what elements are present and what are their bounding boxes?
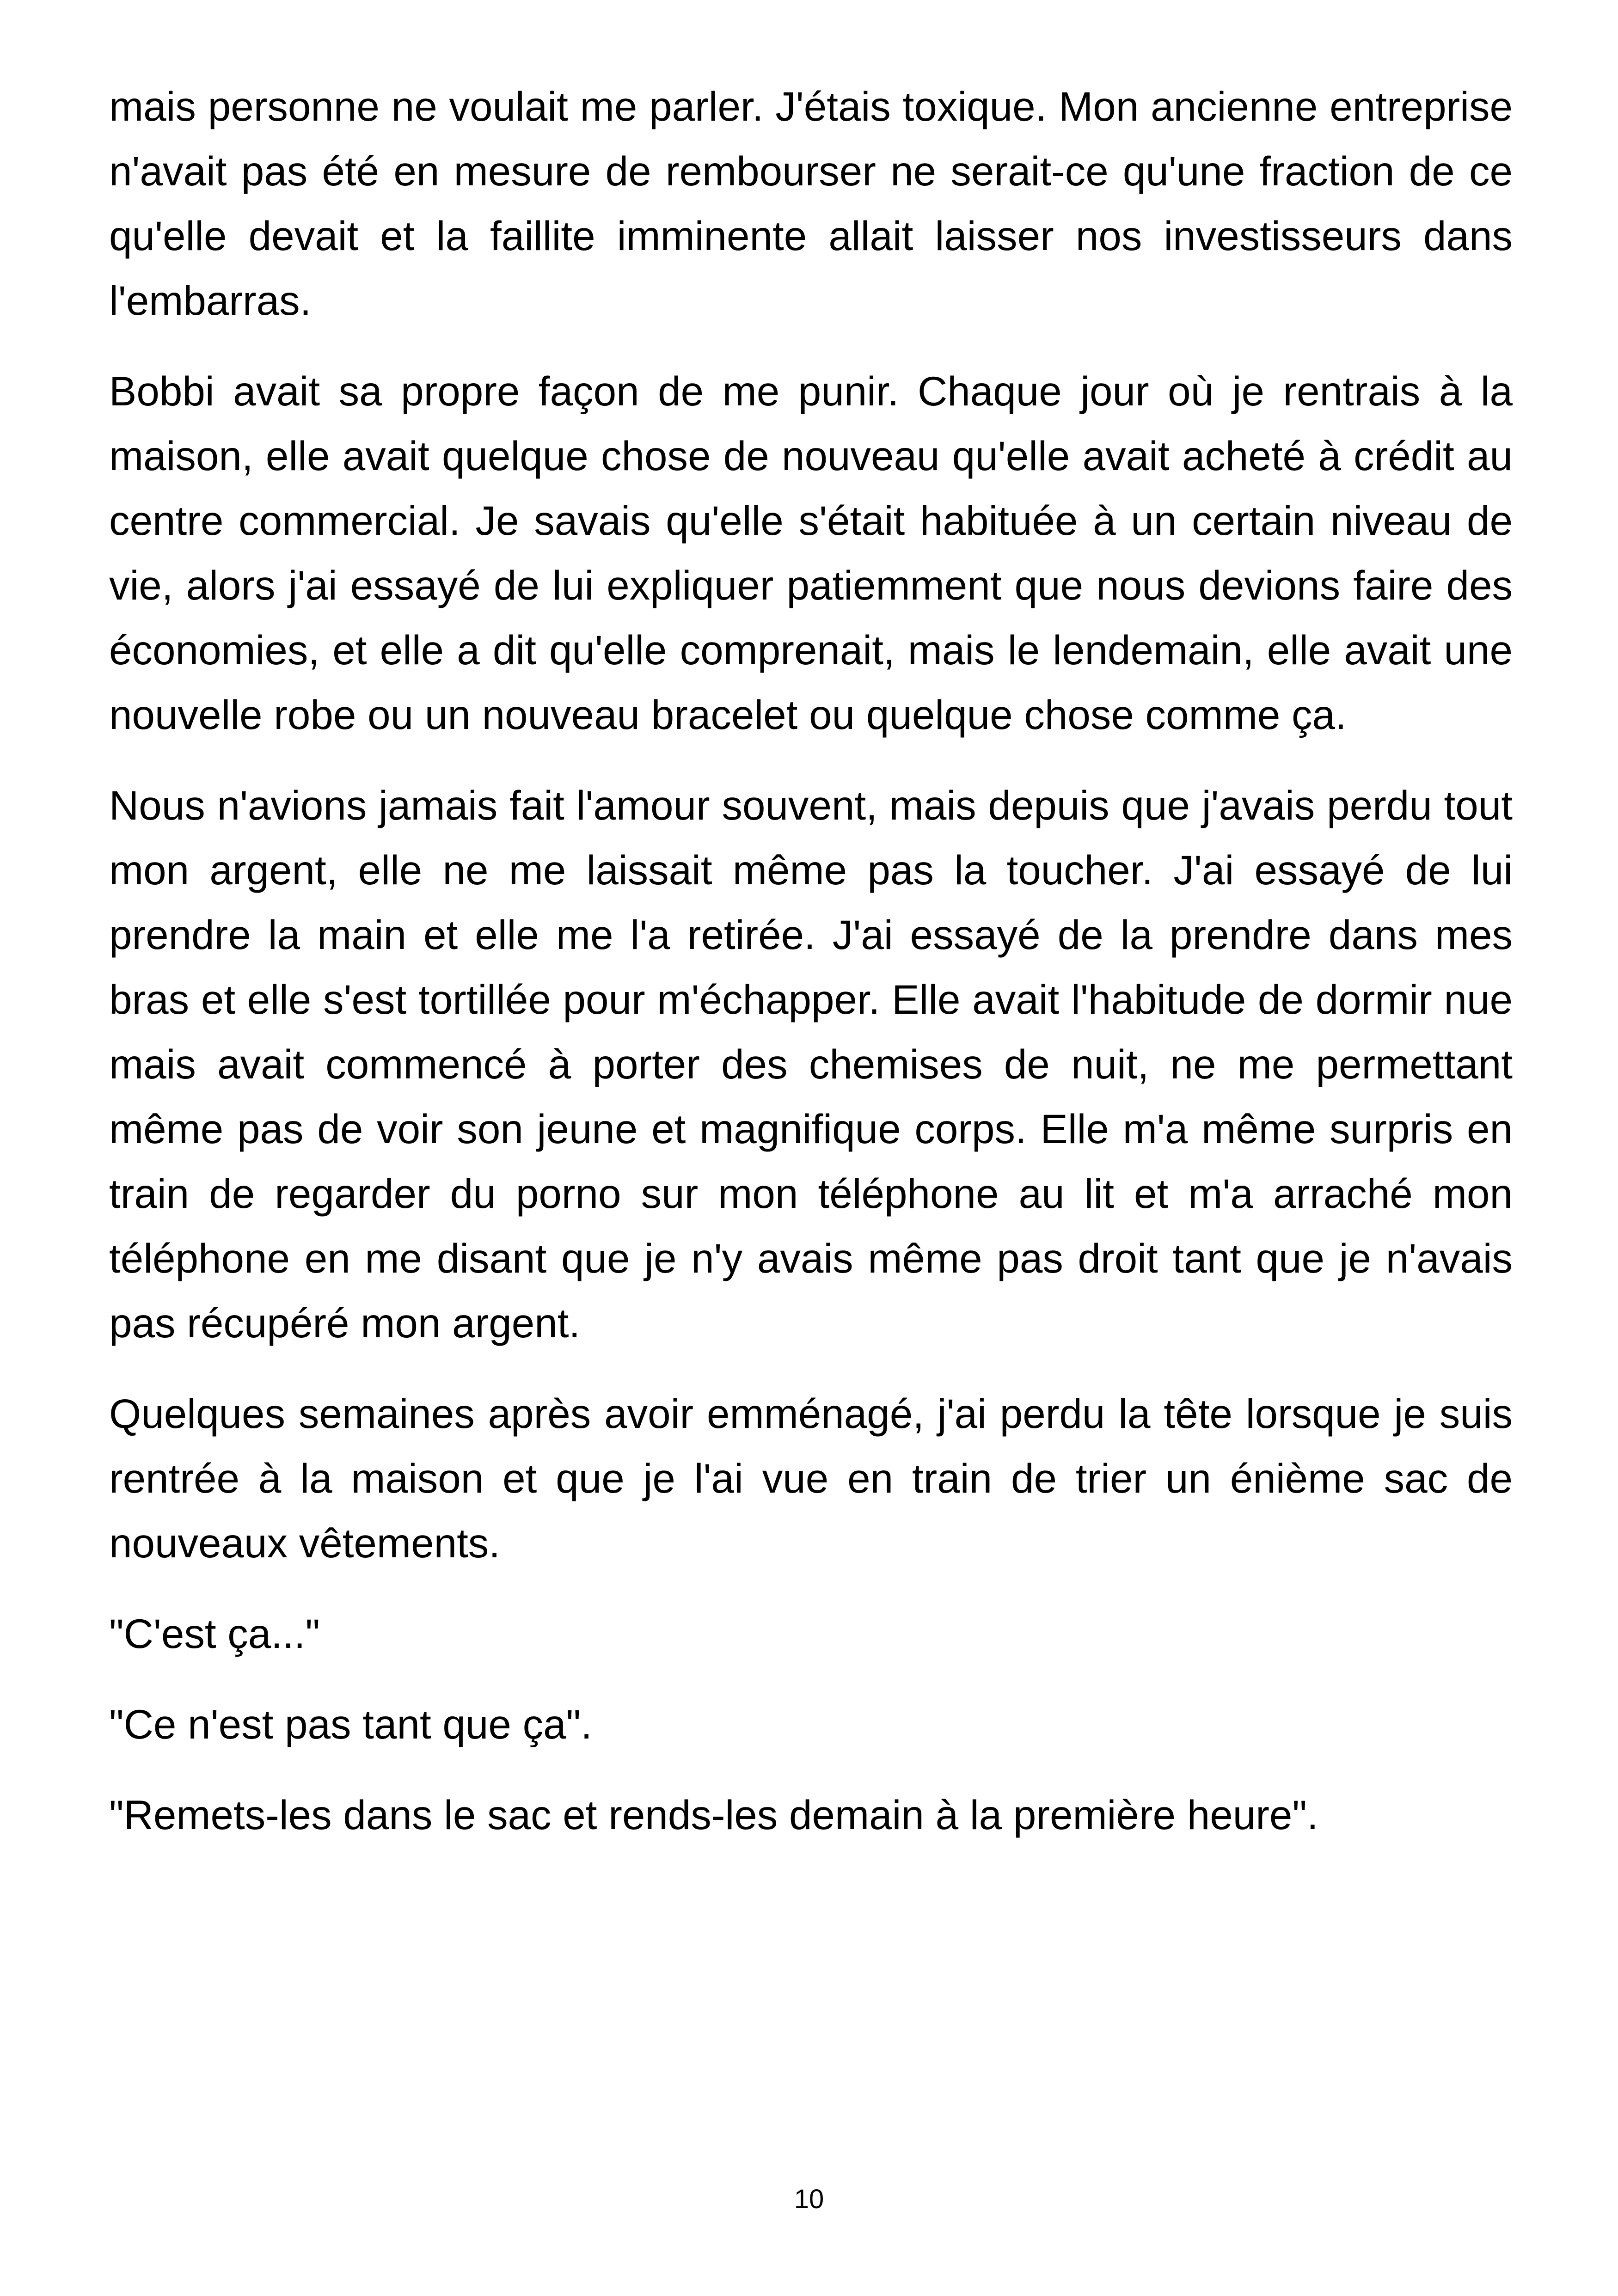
body-text (109, 74, 1513, 1873)
paragraph-4: Quelques semaines après avoir emménagé, j'ai perdu la tête lorsque je suis rentrée à la maison et que je l'ai vue en train de trier un énième sac de nouveaux vêtements. (109, 1390, 1513, 1566)
page-number: 10 (794, 2184, 824, 2214)
dialogue-line-2: "Ce n'est pas tant que ça". (109, 1701, 592, 1747)
dialogue-line-3: "Remets-les dans le sac et rends-les demain à la première heure". (109, 1792, 1318, 1838)
dialogue-line-1: "C'est ça..." (109, 1610, 320, 1657)
paragraph-2: Bobbi avait sa propre façon de me punir. Chaque jour où je rentrais à la maison, elle avait quelque chose de nouveau qu'elle avait acheté à crédit au centre commercial. Je savais qu'elle s'était habituée à un certain niveau de vie, alors j'ai essayé de lui expliquer patiemment que nous devions faire des économies, et elle a dit qu'elle comprenait, mais le lendemain, elle avait une nouvelle robe ou un nouveau bracelet ou quelque chose comme ça. (109, 368, 1513, 738)
paragraph-1: mais personne ne voulait me parler. J'étais toxique. Mon ancienne entreprise n'avait pas été en mesure de rembourser ne serait-ce qu'une fraction de ce qu'elle devait et la faillite imminente allait laisser nos investisseurs dans l'embarras. (109, 83, 1513, 324)
paragraph-3: Nous n'avions jamais fait l'amour souvent, mais depuis que j'avais perdu tout mon argent, elle ne me laissait même pas la toucher. J'ai essayé de lui prendre la main et elle me l'a retirée. J'ai essayé de la prendre dans mes bras et elle s'est tortillée pour m'échapper. Elle avait l'habitude de dormir nue mais avait commencé à porter des chemises de nuit, ne me permettant même pas de voir son jeune et magnifique corps. Elle m'a même surpris en train de regarder du porno sur mon téléphone au lit et m'a arraché mon téléphone en me disant que je n'y avais même pas droit tant que je n'avais pas récupéré mon argent. (109, 782, 1513, 1346)
